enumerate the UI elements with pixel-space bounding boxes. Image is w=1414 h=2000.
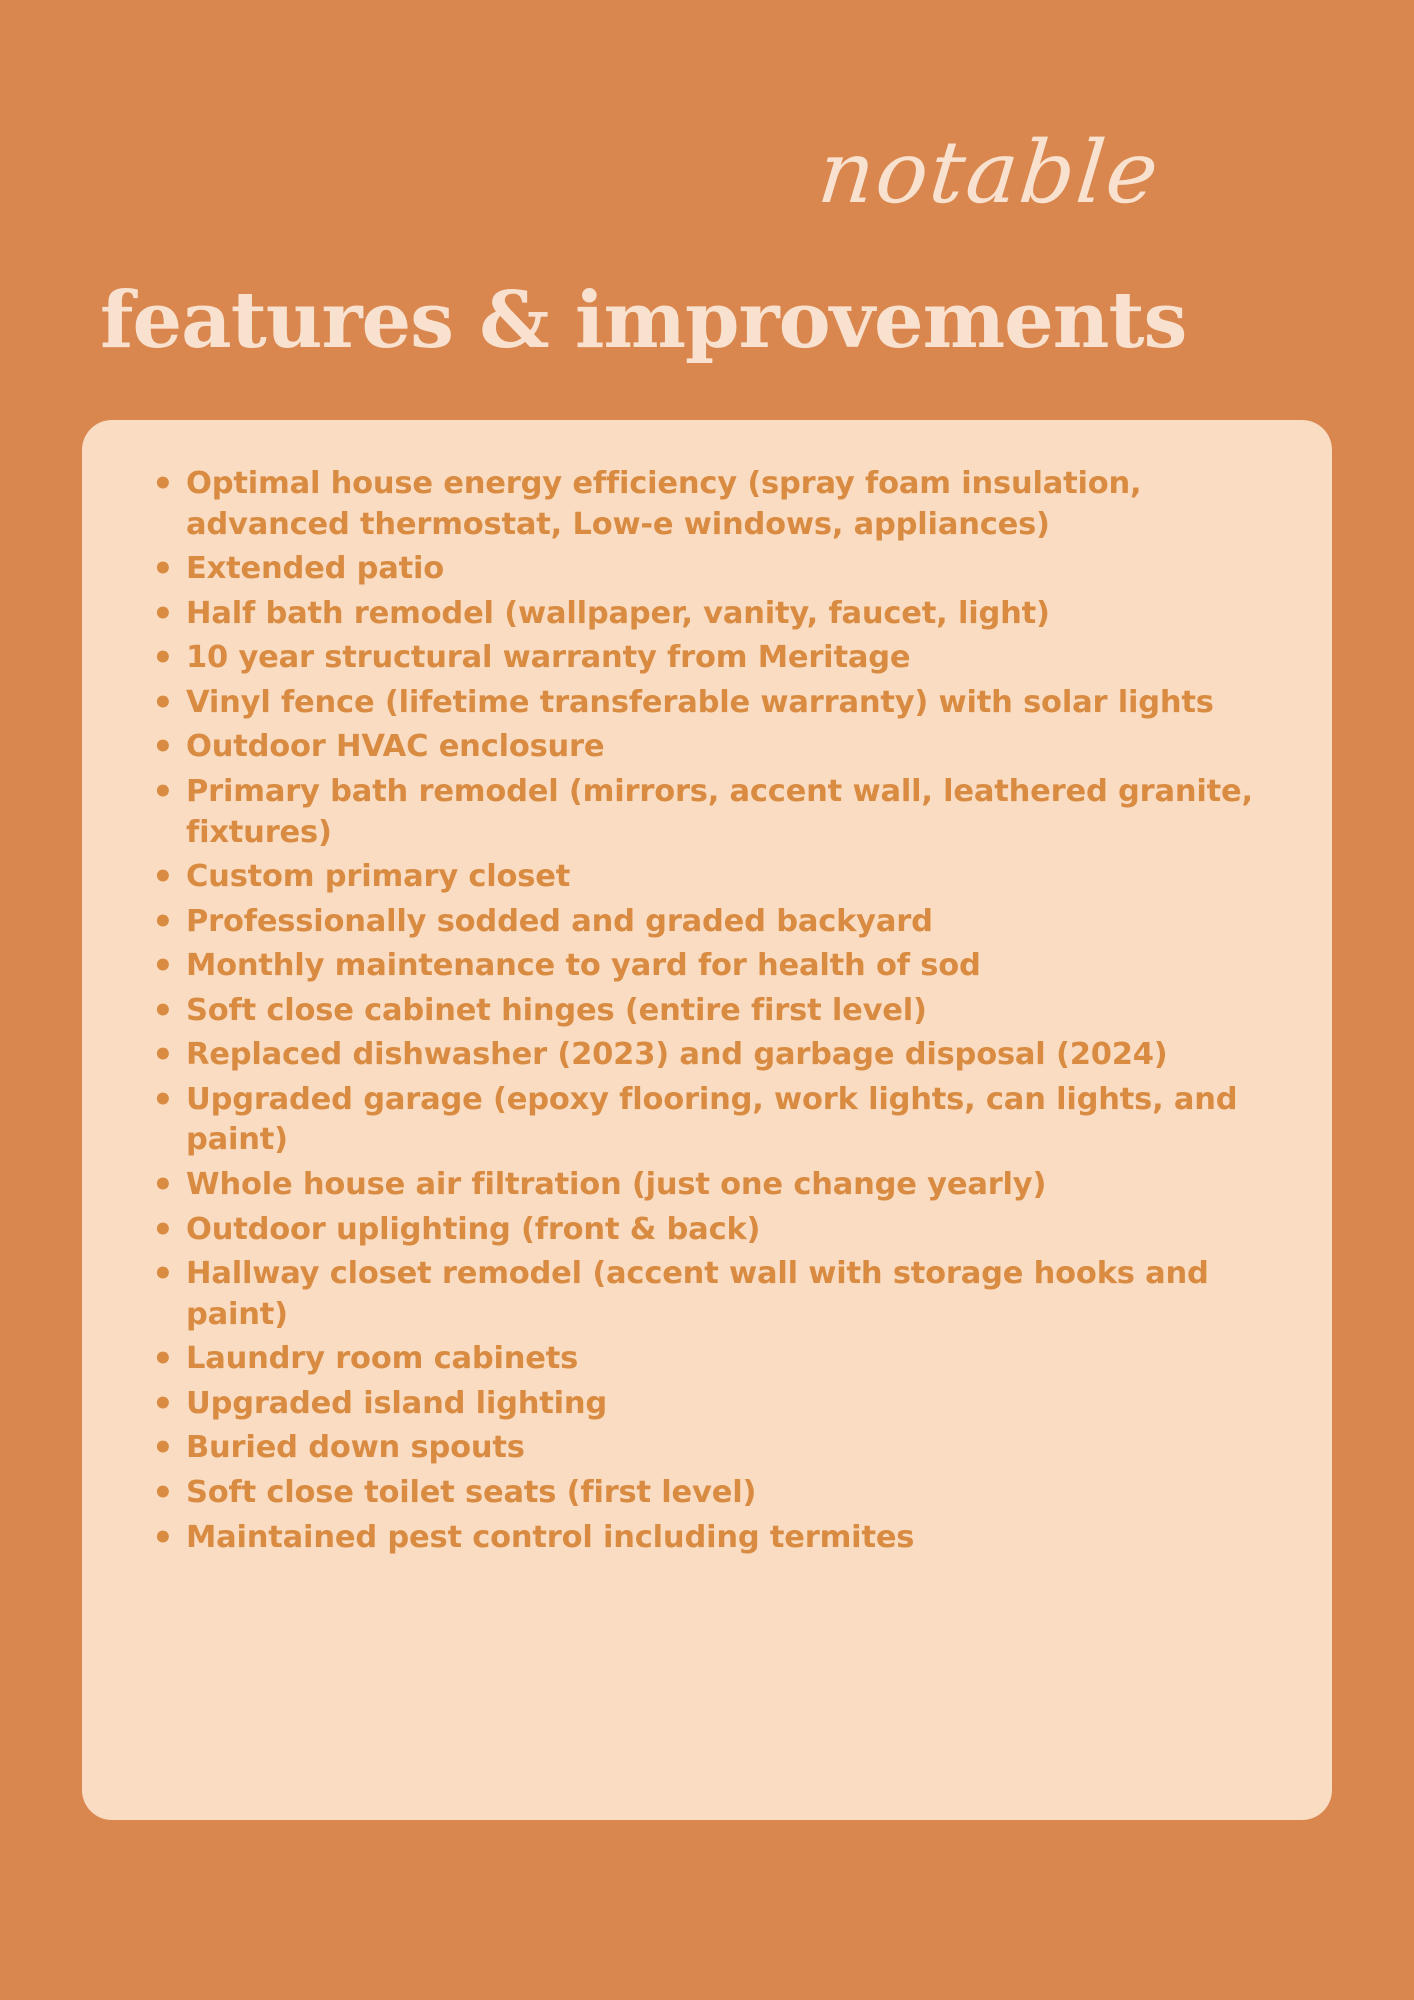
features-list — [144, 464, 1272, 1558]
list-item: • Extended patio — [144, 549, 1272, 590]
list-item: • Soft close toilet seats (first level) — [144, 1473, 1272, 1514]
list-item: • Optimal house energy efficiency (spray foam insulation, advanced thermostat, Low-e windows, appliances) — [144, 464, 1272, 545]
script-accent-word: notable — [813, 123, 1165, 223]
features-card — [82, 420, 1332, 1820]
list-item: • Maintained pest control including termites — [144, 1518, 1272, 1559]
list-item: • Whole house air filtration (just one change yearly) — [144, 1165, 1272, 1206]
list-item: • Primary bath remodel (mirrors, accent wall, leathered granite, fixtures) — [144, 772, 1272, 853]
page-title: features & improvements — [100, 275, 1187, 367]
list-item: • Soft close cabinet hinges (entire first level) — [144, 991, 1272, 1032]
list-item: • Upgraded garage (epoxy flooring, work lights, can lights, and paint) — [144, 1080, 1272, 1161]
list-item: • Monthly maintenance to yard for health of sod — [144, 946, 1272, 987]
list-item: • Hallway closet remodel (accent wall with storage hooks and paint) — [144, 1254, 1272, 1335]
list-item: • 10 year structural warranty from Meritage — [144, 638, 1272, 679]
list-item: • Vinyl fence (lifetime transferable warranty) with solar lights — [144, 683, 1272, 724]
list-item: • Half bath remodel (wallpaper, vanity, faucet, light) — [144, 594, 1272, 635]
list-item: • Outdoor uplighting (front & back) — [144, 1210, 1272, 1251]
list-item: • Buried down spouts — [144, 1428, 1272, 1469]
list-item: • Custom primary closet — [144, 857, 1272, 898]
list-item: • Replaced dishwasher (2023) and garbage disposal (2024) — [144, 1035, 1272, 1076]
list-item: • Upgraded island lighting — [144, 1384, 1272, 1425]
list-item: • Professionally sodded and graded backyard — [144, 902, 1272, 943]
list-item: • Laundry room cabinets — [144, 1339, 1272, 1380]
list-item: • Outdoor HVAC enclosure — [144, 727, 1272, 768]
page-header — [0, 0, 1414, 400]
